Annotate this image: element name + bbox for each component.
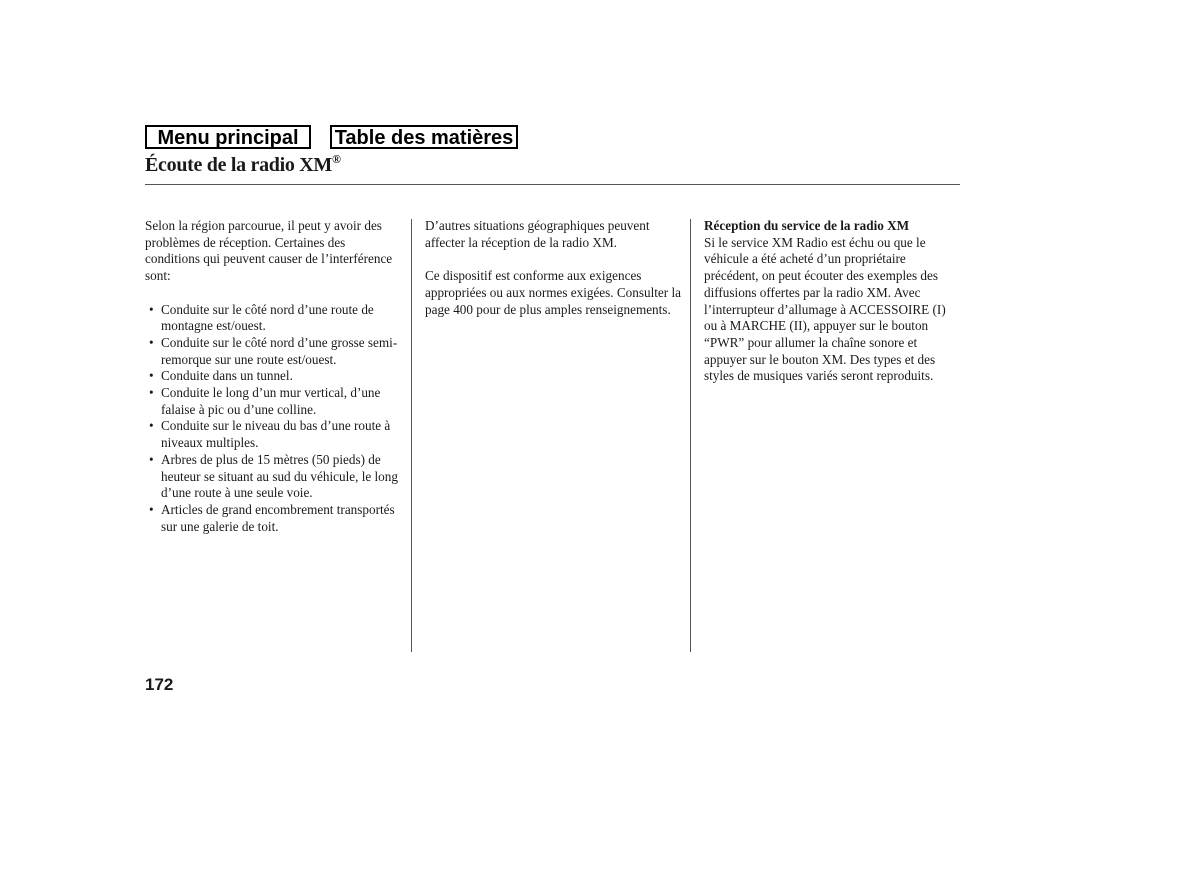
- paragraph-gap: [425, 251, 683, 268]
- list-item: • Conduite sur le niveau du bas d’une route à niveaux multiples.: [145, 418, 403, 451]
- interference-list: [145, 302, 403, 536]
- column-divider: [690, 219, 691, 652]
- list-item: • Conduite le long d’un mur vertical, d’une falaise à pic ou d’une colline.: [145, 385, 403, 418]
- page-title: [145, 154, 341, 177]
- list-item: • Arbres de plus de 15 mètres (50 pieds) de heuteur se situant au sud du véhicule, le long d’une route à une seule voie.: [145, 452, 403, 502]
- page-number: 172: [145, 675, 174, 694]
- column-geographic: [425, 218, 683, 318]
- column-xm-service: [704, 218, 962, 385]
- main-menu-button[interactable]: Menu principal: [145, 125, 311, 149]
- list-item: • Conduite sur le côté nord d’une route de montagne est/ouest.: [145, 302, 403, 335]
- column-divider: [411, 219, 412, 652]
- xm-service-paragraph: Si le service XM Radio est échu ou que le véhicule a été acheté d’un propriétaire précédent, on peut écouter des exemples des diffusions offertes par la radio XM. Avec l’interrupteur d’allumage à ACCESSOIRE (I) ou à MARCHE (II), appuyer sur le bouton “PWR” pour allumer la chaîne sonore et appuyer sur le bouton XM. Des types et des styles de musiques variés seront reproduits.: [704, 234, 946, 384]
- geographic-paragraph: D’autres situations géographiques peuvent affecter la réception de la radio XM.: [425, 218, 650, 250]
- compliance-paragraph: Ce dispositif est conforme aux exigences appropriées ou aux normes exigées. Consulter la page 400 pour de plus amples renseignements.: [425, 268, 681, 317]
- section-heading: Réception du service de la radio XM: [704, 218, 910, 233]
- header-rule: [145, 184, 960, 185]
- list-item: • Conduite dans un tunnel.: [145, 368, 403, 385]
- list-item: • Articles de grand encombrement transportés sur une galerie de toit.: [145, 502, 403, 535]
- paragraph-gap: [145, 285, 403, 302]
- registered-mark: ®: [332, 152, 341, 166]
- column-reception-problems: [145, 218, 403, 535]
- intro-paragraph: Selon la région parcourue, il peut y avoir des problèmes de réception. Certaines des conditions qui peuvent causer de l’interférence sont:: [145, 218, 393, 284]
- list-item: • Conduite sur le côté nord d’une grosse semi-remorque sur une route est/ouest.: [145, 335, 403, 368]
- page-title-text: Écoute de la radio XM: [145, 154, 333, 176]
- table-of-contents-button[interactable]: Table des matières: [330, 125, 518, 149]
